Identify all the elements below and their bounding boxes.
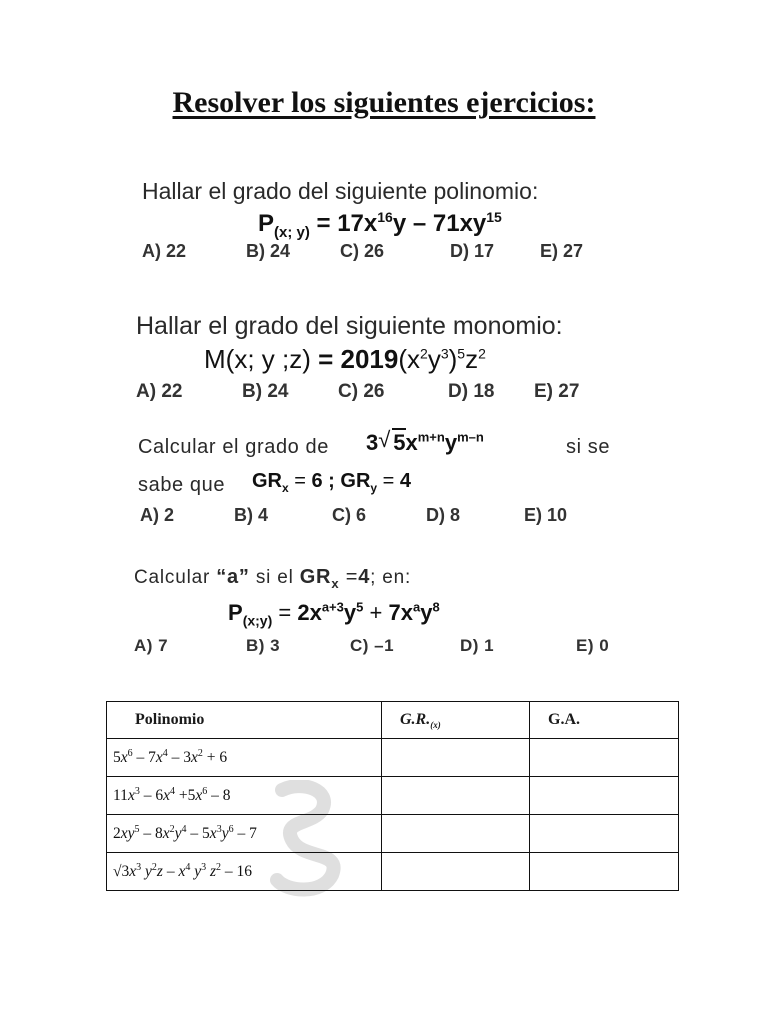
- option-e: E) 27: [534, 381, 580, 402]
- exercise-4-options: [134, 636, 609, 656]
- option-e: E) 0: [576, 636, 610, 655]
- header-polinomio: Polinomio: [107, 702, 382, 739]
- option-b: B) 24: [246, 241, 291, 261]
- exercise-2-options: [136, 381, 579, 403]
- option-b: B) 24: [242, 381, 289, 402]
- table-row: [107, 815, 679, 853]
- option-a: A) 7: [134, 636, 169, 655]
- exercise-2-formula: M(x; y ;z) = $2019(x^2y^3)^5z^2$: [204, 344, 486, 374]
- page-title: Resolver los siguientes ejercicios:: [172, 86, 596, 119]
- option-a: A) 22: [142, 241, 187, 261]
- exercise-4-condition: $GR_x =4$: [299, 566, 371, 591]
- header-gr-label: G.R.: [400, 711, 431, 728]
- option-a: A) 2: [140, 505, 175, 525]
- table-header-row: [107, 702, 679, 739]
- exercise-4-prompt-start: Calcular: [134, 567, 211, 588]
- exercise-1-options: [142, 241, 583, 262]
- exercise-3-formula: 3 √ $5x^{m+n}y^{m-n}$: [366, 427, 484, 455]
- exercise-3-prompt-start: Calcular el grado de: [138, 436, 329, 458]
- gr-cell[interactable]: [382, 853, 530, 891]
- option-b: B) 3: [246, 636, 281, 655]
- table-row: [107, 853, 679, 891]
- exercise-4-prompt-mid: si el: [255, 567, 294, 588]
- exercise-4-formula: $P_{(x;y)} = 2x^{a+3}y^5 + 7x^ay^8$: [228, 599, 440, 629]
- option-e: E) 27: [540, 241, 584, 261]
- gr-cell[interactable]: [382, 777, 530, 815]
- gr-cell[interactable]: [382, 815, 530, 853]
- option-c: C) –1: [350, 636, 395, 655]
- exercise-3-options: [140, 505, 567, 526]
- option-d: D) 18: [448, 381, 495, 402]
- option-c: C) 6: [332, 505, 367, 525]
- option-d: D) 8: [426, 505, 461, 525]
- table-row: [107, 777, 679, 815]
- header-grado-relativo: $G.R._{(x)}$: [382, 702, 530, 739]
- exercise-4-prompt-end: ; en:: [370, 567, 412, 588]
- exercise-1-formula: $P_{(x; y)} = 17x^{16}y - 71xy^{15}$: [258, 209, 502, 241]
- polynomial-1: $5x^6 - 7x^4 - 3x^2 + 6$: [107, 739, 382, 777]
- polynomial-3: $2xy^5 - 8x^2y^4 - 5x^3y^6 - 7$: [107, 815, 382, 853]
- polynomial-4: $√3x^3$ $y^2z - x^4$ $y^3$ $z^2 - 16$: [107, 853, 382, 891]
- ga-cell[interactable]: [530, 853, 679, 891]
- polynomial-2: $11x^3 - 6x^4 +5x^6 - 8$: [107, 777, 382, 815]
- option-c: C) 26: [338, 381, 385, 402]
- ga-cell[interactable]: [530, 815, 679, 853]
- header-grado-absoluto: G.A.: [530, 702, 679, 739]
- option-a: A) 22: [136, 381, 183, 402]
- exercise-2-prompt: Hallar el grado del siguiente monomio:: [136, 312, 563, 340]
- exercise-4-prompt: [134, 566, 411, 589]
- gr-cell[interactable]: [382, 739, 530, 777]
- option-e: E) 10: [524, 505, 568, 525]
- exercise-1-prompt: Hallar el grado del siguiente polinomio:: [142, 178, 539, 204]
- option-d: D) 17: [450, 241, 495, 261]
- ga-cell[interactable]: [530, 777, 679, 815]
- polynomial-table: [106, 701, 679, 891]
- ga-cell[interactable]: [530, 739, 679, 777]
- option-c: C) 26: [340, 241, 385, 261]
- exercise-4-variable: “a”: [216, 566, 250, 588]
- option-d: D) 1: [460, 636, 495, 655]
- exercise-3-prompt-line2: sabe que: [138, 474, 226, 496]
- table-row: [107, 739, 679, 777]
- exercise-3-conditions: $GR_x = 6$ ; $GR_y = 4$: [252, 470, 412, 495]
- option-b: B) 4: [234, 505, 269, 525]
- exercise-3-prompt-end: si se: [566, 436, 611, 458]
